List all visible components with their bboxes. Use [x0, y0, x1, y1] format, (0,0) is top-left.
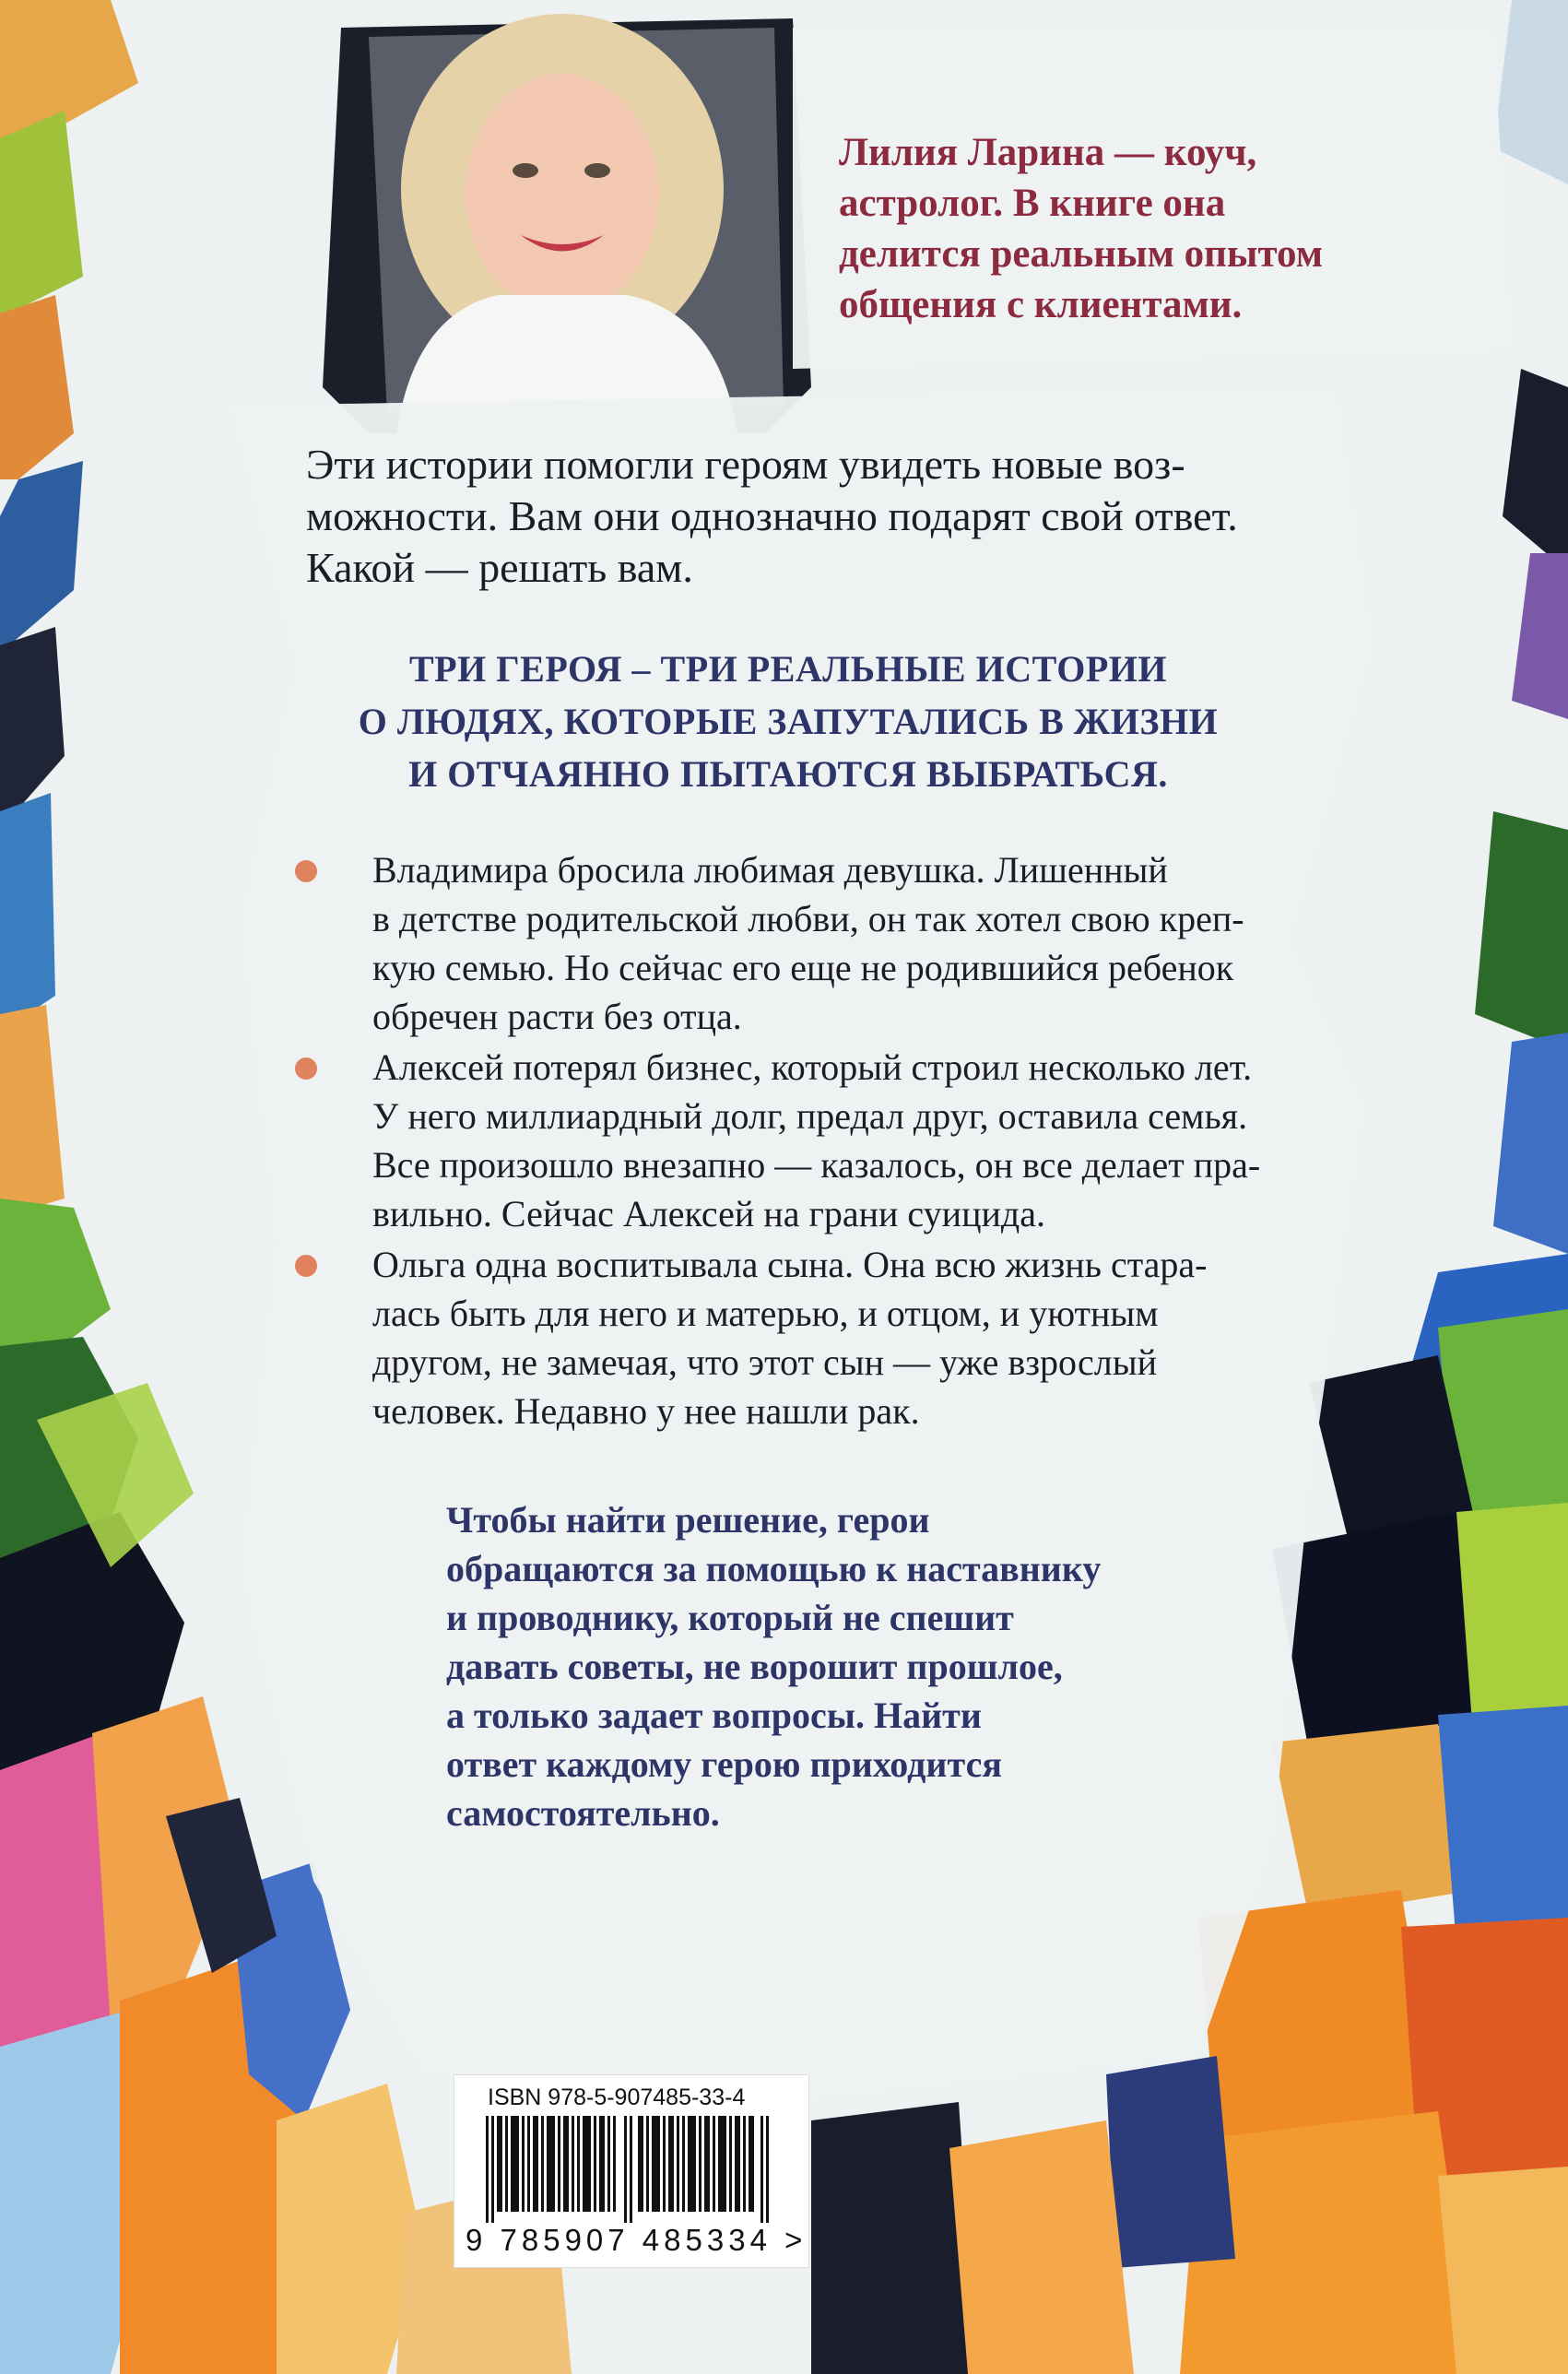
- intro-paragraph: [306, 439, 1403, 594]
- outro-line: ответ каждому герою приходится: [446, 1743, 1002, 1785]
- bio-line: астролог. В книге она: [839, 182, 1226, 225]
- section-heading: [313, 643, 1263, 800]
- story-vladimir: [372, 845, 1386, 1041]
- heading-line: ТРИ ГЕРОЯ – ТРИ РЕАЛЬНЫЕ ИСТОРИИ: [408, 648, 1168, 690]
- bio-line: Лилия Ларина — коуч,: [839, 131, 1257, 174]
- story-line: У него миллиардный долг, предал друг, оставила семья.: [372, 1095, 1248, 1137]
- story-line: человек. Недавно у нее нашли рак.: [372, 1390, 920, 1432]
- bullet-icon: [295, 860, 317, 882]
- isbn-label: ISBN 978-5-907485-33-4: [488, 2085, 746, 2110]
- story-aleksey: [372, 1043, 1386, 1238]
- outro-line: и проводнику, который не спешит: [446, 1597, 1014, 1638]
- outro-line: Чтобы найти решение, герои: [446, 1499, 930, 1541]
- bullet-icon: [295, 1255, 317, 1277]
- isbn-barcode: [454, 2074, 809, 2268]
- isbn-digits: 9 785907 485334 >: [466, 2223, 808, 2257]
- outro-line: давать советы, не ворошит прошлое,: [446, 1646, 1063, 1687]
- story-line: обречен расти без отца.: [372, 996, 742, 1037]
- intro-line: Какой — решать вам.: [306, 544, 693, 591]
- story-line: Алексей потерял бизнес, который строил несколько лет.: [372, 1046, 1253, 1088]
- bio-line: делится реальным опытом: [839, 232, 1323, 276]
- outro-paragraph: [446, 1495, 1276, 1837]
- story-line: в детстве родительской любви, он так хотел свою креп-: [372, 898, 1244, 939]
- bullet-icon: [295, 1057, 317, 1080]
- heading-line: О ЛЮДЯХ, КОТОРЫЕ ЗАПУТАЛИСЬ В ЖИЗНИ: [358, 701, 1219, 742]
- story-line: лась быть для него и матерью, и отцом, и уютным: [372, 1293, 1159, 1334]
- story-line: Все произошло внезапно — казалось, он все делает пра-: [372, 1144, 1261, 1186]
- author-bio: [839, 127, 1392, 330]
- barcode-bars: [486, 2116, 772, 2223]
- intro-line: Эти истории помогли героям увидеть новые воз-: [306, 441, 1185, 488]
- outro-line: самостоятельно.: [446, 1792, 720, 1834]
- story-line: Ольга одна воспитывала сына. Она всю жизнь стара-: [372, 1244, 1208, 1285]
- bio-line: общения с клиентами.: [839, 283, 1243, 326]
- story-olga: [372, 1240, 1386, 1435]
- story-line: другом, не замечая, что этот сын — уже взрослый: [372, 1341, 1158, 1383]
- outro-line: обращаются за помощью к наставнику: [446, 1548, 1102, 1589]
- story-line: кую семью. Но сейчас его еще не родившийся ребенок: [372, 947, 1234, 988]
- story-line: Владимира бросила любимая девушка. Лишенный: [372, 849, 1168, 891]
- heading-line: И ОТЧАЯННО ПЫТАЮТСЯ ВЫБРАТЬСЯ.: [408, 753, 1168, 795]
- story-line: вильно. Сейчас Алексей на грани суицида.: [372, 1193, 1045, 1234]
- outro-line: а только задает вопросы. Найти: [446, 1695, 982, 1736]
- intro-line: можности. Вам они однозначно подарят свой ответ.: [306, 492, 1238, 539]
